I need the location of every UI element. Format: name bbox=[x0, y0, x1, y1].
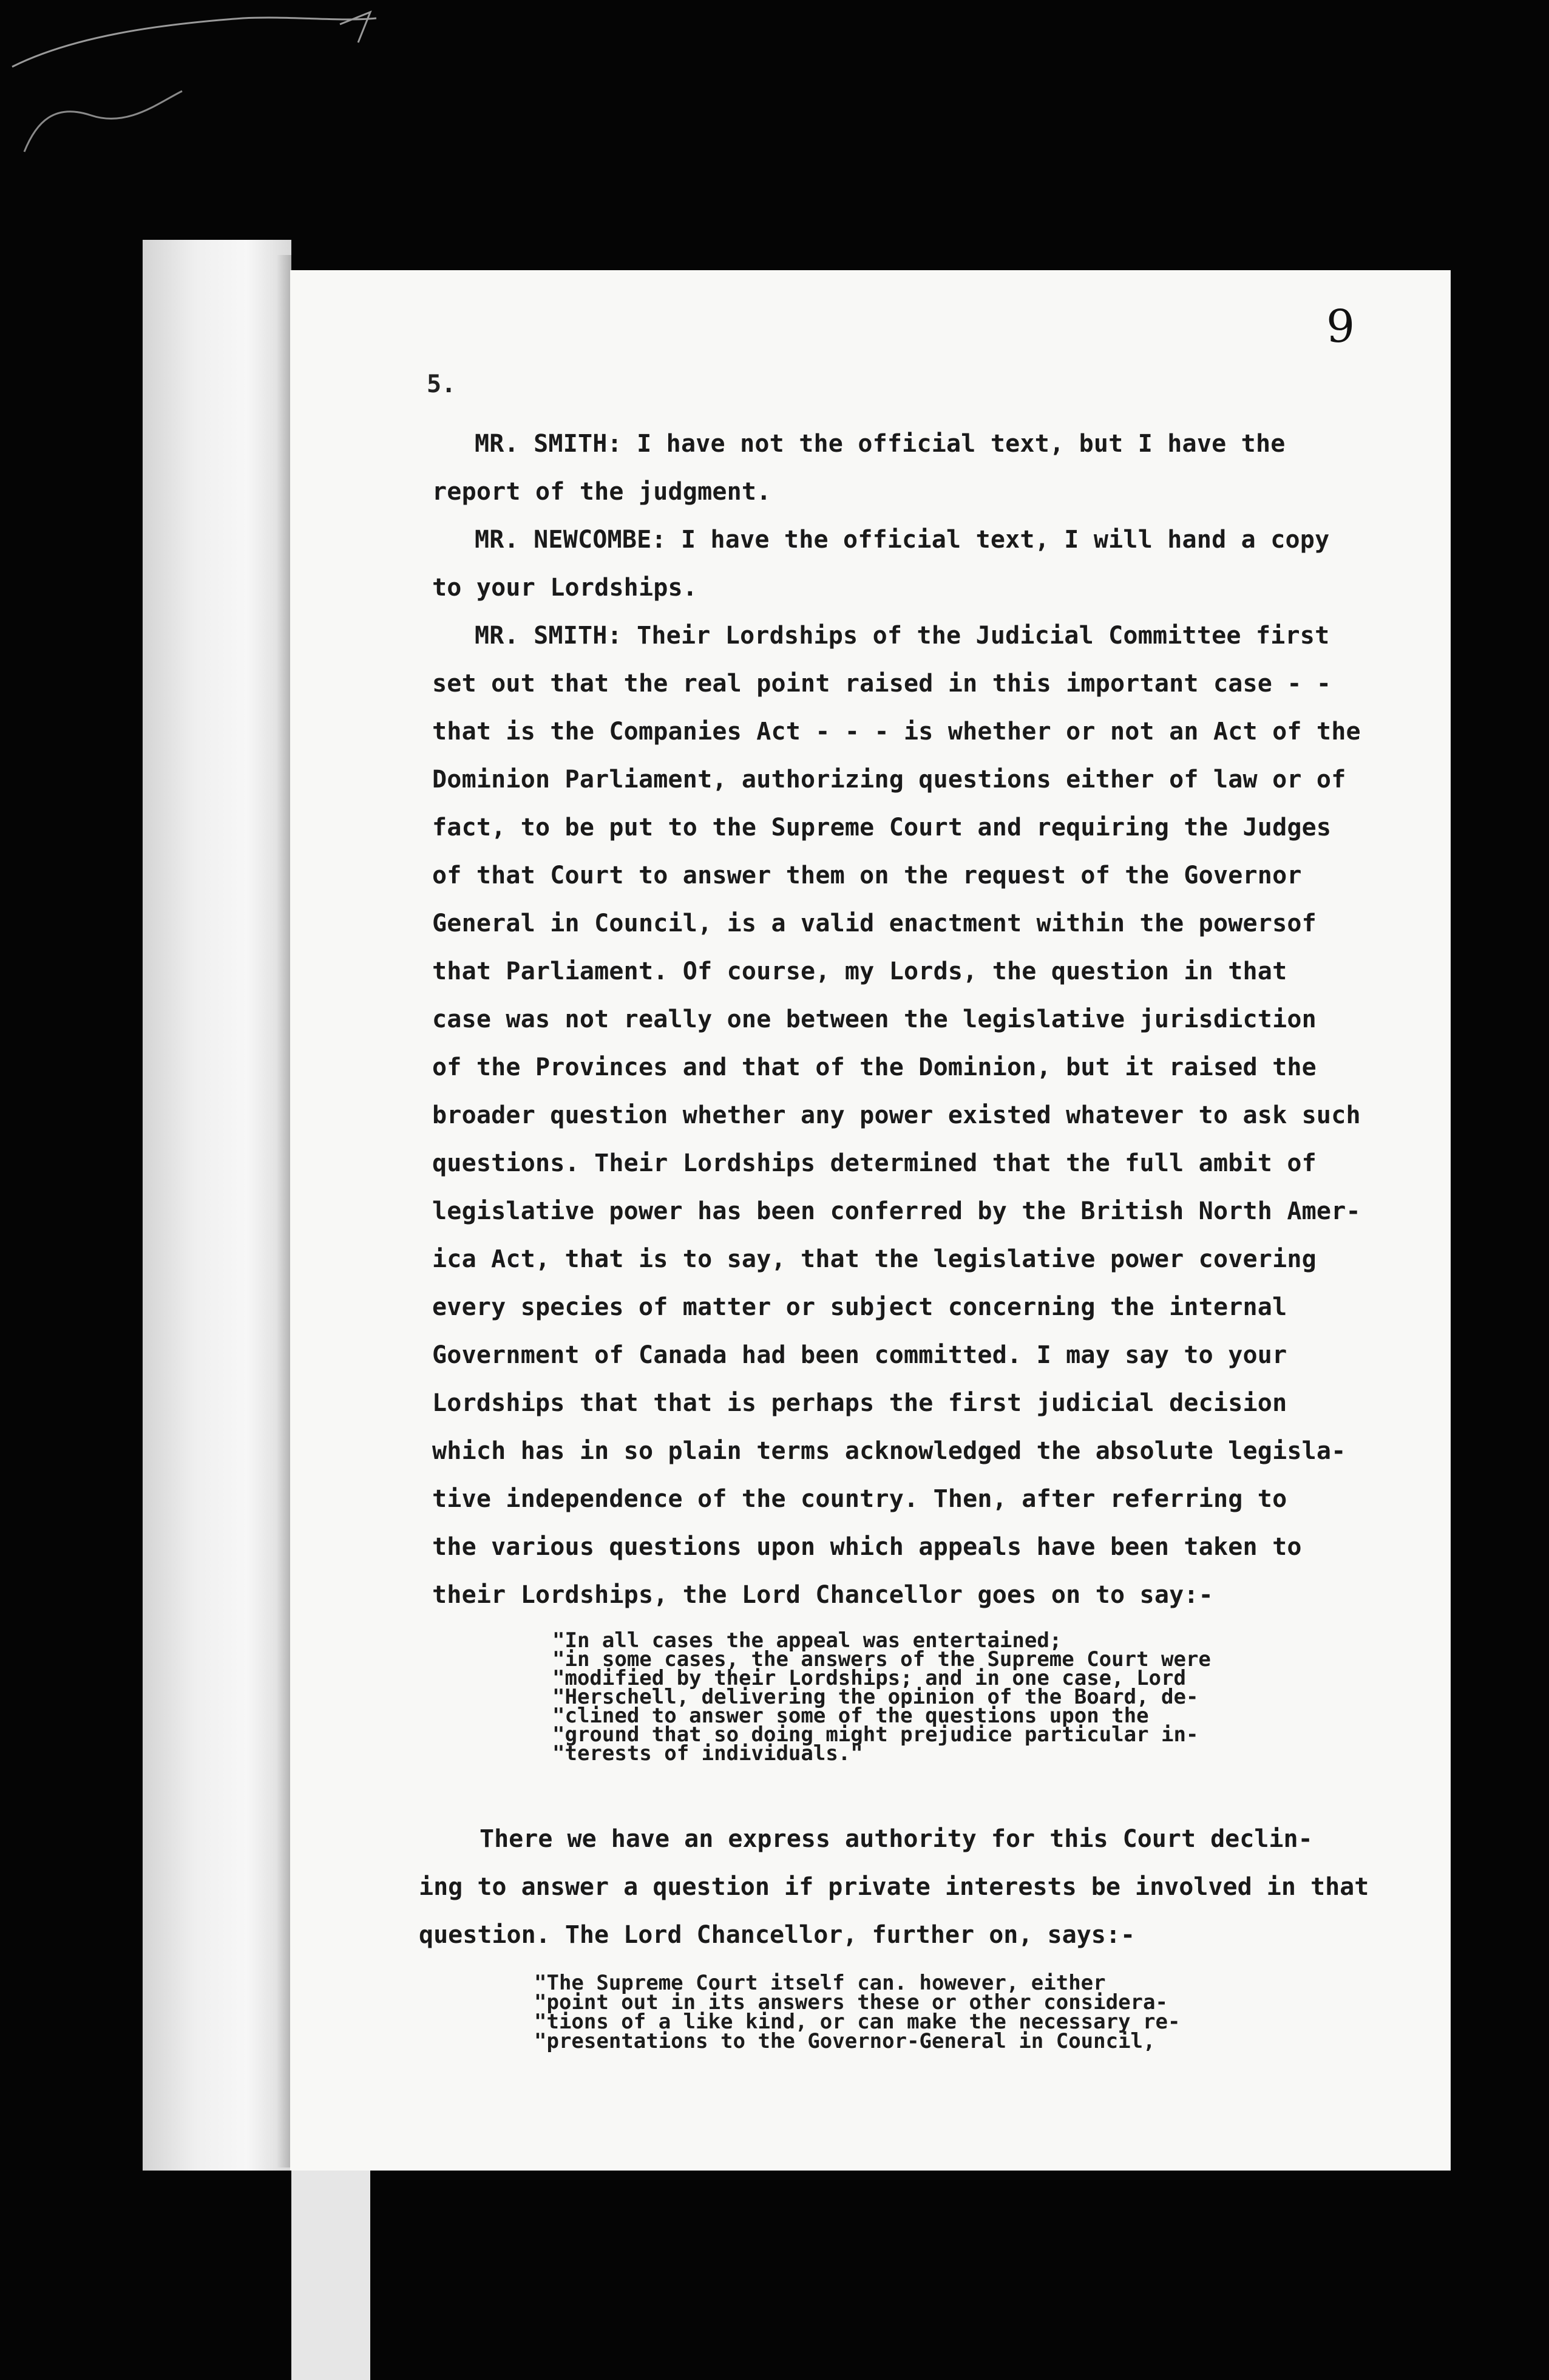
body-text-line: questions. Their Lordships determined that the full ambit of bbox=[432, 1149, 1317, 1177]
body-text-line: of the Provinces and that of the Dominion, but it raised the bbox=[432, 1053, 1317, 1081]
transcript-body bbox=[432, 420, 1361, 1619]
body-text-line: the various questions upon which appeals have been taken to bbox=[432, 1533, 1302, 1561]
adjacent-page-edge bbox=[143, 240, 291, 2171]
scan-scratch-mark bbox=[0, 0, 425, 194]
body-text-line: ica Act, that is to say, that the legislative power covering bbox=[432, 1245, 1317, 1273]
quote-line: "in some cases, the answers of the Supreme Court were bbox=[552, 1647, 1211, 1671]
body-text-line: that Parliament. Of course, my Lords, the question in that bbox=[432, 957, 1287, 985]
quote-line: "point out in its answers these or other considera- bbox=[534, 1990, 1168, 2014]
body-text-line: Government of Canada had been committed. I may say to your bbox=[432, 1341, 1287, 1369]
adjacent-page-tail bbox=[291, 2171, 370, 2380]
body-text-line: of that Court to answer them on the request of the Governor bbox=[432, 862, 1302, 889]
quote-line: "In all cases the appeal was entertained; bbox=[552, 1628, 1062, 1653]
body-text-line: broader question whether any power existed whatever to ask such bbox=[432, 1101, 1361, 1129]
body-text-line: There we have an express authority for this Court declin- bbox=[480, 1825, 1313, 1853]
body-text-line: MR. NEWCOMBE: I have the official text, I will hand a copy bbox=[475, 526, 1330, 554]
body-text-line: MR. SMITH: I have not the official text, but I have the bbox=[475, 430, 1286, 458]
quote-line: "terests of individuals." bbox=[552, 1741, 863, 1766]
page-fold-shadow bbox=[276, 255, 291, 2168]
quote-line: "Herschell, delivering the opinion of the Board, de- bbox=[552, 1685, 1199, 1709]
body-text-line: question. The Lord Chancellor, further on, says:- bbox=[419, 1921, 1136, 1949]
body-text-line: fact, to be put to the Supreme Court and requiring the Judges bbox=[432, 814, 1332, 841]
page-number: 9 bbox=[1326, 301, 1355, 353]
body-text-line: case was not really one between the legislative jurisdiction bbox=[432, 1005, 1317, 1033]
transcript-continuation bbox=[419, 1815, 1369, 1959]
block-quote-supreme-court bbox=[534, 1973, 1180, 2051]
quote-line: "presentations to the Governor-General in Council, bbox=[534, 2029, 1156, 2053]
body-text-line: legislative power has been conferred by the British North Amer- bbox=[432, 1197, 1361, 1225]
transcript-paragraphs bbox=[432, 420, 1361, 1619]
body-text-line: every species of matter or subject concerning the internal bbox=[432, 1293, 1287, 1321]
section-number: 5. bbox=[427, 370, 456, 398]
quote-line: "modified by their Lordships; and in one case, Lord bbox=[552, 1666, 1186, 1690]
quote-line: "clined to answer some of the questions upon the bbox=[552, 1704, 1149, 1728]
block-quote-herschell bbox=[552, 1628, 1211, 1766]
body-text-line: which has in so plain terms acknowledged the absolute legisla- bbox=[432, 1437, 1346, 1465]
body-text-line: to your Lordships. bbox=[432, 574, 698, 602]
body-text-line: General in Council, is a valid enactment within the powersof bbox=[432, 909, 1317, 937]
body-text-line: report of the judgment. bbox=[432, 478, 771, 506]
body-text-line: that is the Companies Act - - - is whether or not an Act of the bbox=[432, 718, 1361, 746]
body-text-line: MR. SMITH: Their Lordships of the Judicial Committee first bbox=[475, 622, 1330, 650]
body-text-line: ing to answer a question if private interests be involved in that bbox=[419, 1873, 1369, 1901]
quote-line: "tions of a like kind, or can make the necessary re- bbox=[534, 2010, 1181, 2034]
body-text-line: tive independence of the country. Then, after referring to bbox=[432, 1485, 1287, 1513]
quote-line: "The Supreme Court itself can. however, either bbox=[534, 1971, 1106, 1995]
body-text-line: Dominion Parliament, authorizing questions either of law or of bbox=[432, 766, 1346, 794]
quote-line: "ground that so doing might prejudice particular in- bbox=[552, 1722, 1199, 1747]
body-text-line: Lordships that that is perhaps the first judicial decision bbox=[432, 1389, 1287, 1417]
body-text-line: set out that the real point raised in this important case - - bbox=[432, 670, 1332, 698]
body-text-line: their Lordships, the Lord Chancellor goes on to say:- bbox=[432, 1581, 1213, 1609]
